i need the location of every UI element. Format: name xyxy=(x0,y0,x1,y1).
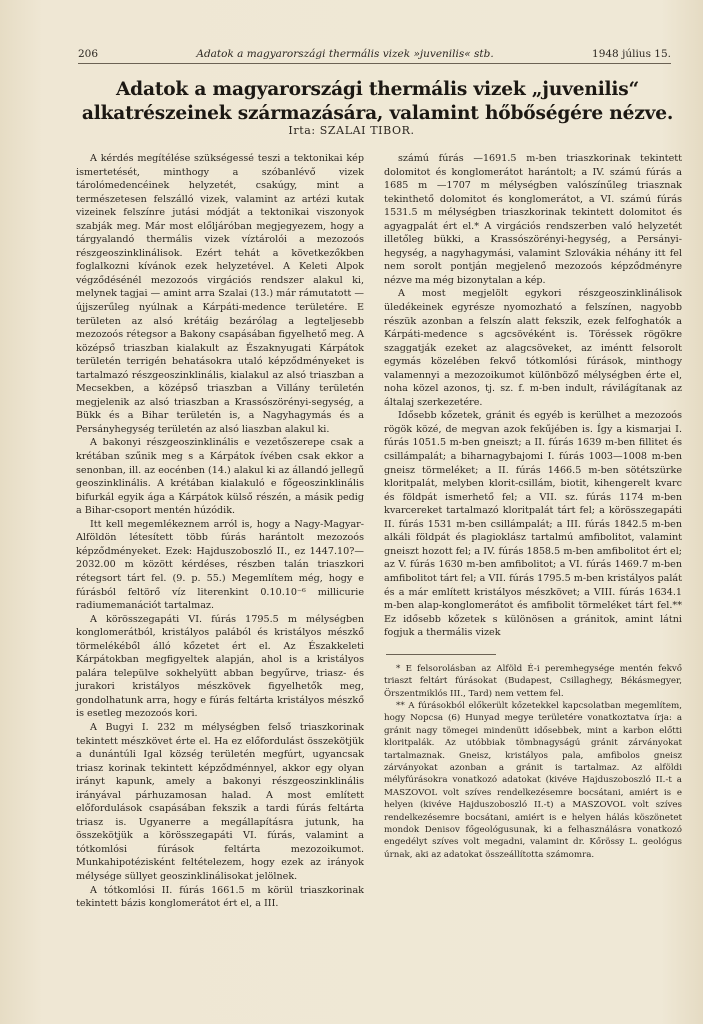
paragraph: számú fúrás —1691.5 m-ben triaszkorinak tekintett dolomitot és konglomerátot harántolt; a IV. számú fúrás a 1685 m —1707 m mélységben valószínűleg triasznak tekinthető dolomitot és konglomerátot, a VI. számú fúrás 1531.5 m mélységben triaszkorinak tekintett dolomitot és agyagpalát ért el.* A virgációs rendszerben való helyzetét illetőleg bükki, a Krassószörényi-hegység, a Persányi-hegység, a nagyhagymási, valamint Szlovákia néhány itt fel nem sorolt pontján megjelenő mezozoós képződményre nézve ma még bizonytalan a kép. xyxy=(384,153,682,286)
running-header xyxy=(78,42,671,64)
issue-date: 1948 július 15. xyxy=(592,48,671,60)
paragraph: Itt kell megemlékeznem arról is, hogy a Nagy-Magyar-Alföldön létesített több fúrás harántolt mezozoós képződményeket. Ezek: Hajduszoboszló II., ez 1447.10?—2032.00 m között kérdéses, részben talán triaszkori rétegsort tárt fel. (9. p. 55.) Megemlítem még, hogy e fúrásból feltörő víz literenkint 0.10.10⁻⁶ millicurie radiumemanációt tartalmaz. xyxy=(76,518,364,612)
footnote: * E felsorolásban az Alföld É-i peremhegysége mentén fekvő triaszt feltárt fúrásokat (Budapest, Csillaghegy, Békásmegyer, Örszentmiklós III., Tard) nem vettem fel. xyxy=(384,663,682,699)
paragraph: A tótkomlósi II. fúrás 1661.5 m körül triaszkorinak tekintett bázis konglomerátot ért el, a III. xyxy=(76,884,364,910)
right-column xyxy=(384,152,682,861)
paragraph: A körösszegapáti VI. fúrás 1795.5 m mélységben konglomerátból, kristályos palából és kristályos mészkő törmelékéből álló kőzetet ért el. Az Északkeleti Kárpátokban megfigyeltek alapján, ahol is a kristályos palára települve sokhelyütt abban begyűrve, triasz- és jurakori kristályos mészkövek figyelhetők meg, gondolhatunk arra, hogy e fúrás feltárta kristályos mészkő is esetleg mezozoós kori. xyxy=(76,613,364,720)
paragraph: A kérdés megítélése szükségessé teszi a tektonikai kép ismertetését, minthogy a szóbanlévő vizek tárolómedencéinek helyzetét, csakúgy, mint a természetesen felszálló vizek, valamint az artézi kutak vizeinek felszínre jutási módját a tektonikai viszonyok szabják meg. Már most előljáróban megjegyezem, hogy a tárgyalandó thermális vizek víztárolói a mezozoós részgeoszinklinálisok. Ezért tehát a következőkben foglalkozni kívánok ezek helyzetével. A Keleti Alpok végződésénél mezozoós virgációs rendszer alakul ki, melynek tagjai — amint arra Szalai (13.) már rámutatott — újjszerűleg nyúlnak a Kárpáti-medence területére. E területen az alsó krétáig bezárólag a legteljesebb mezozoós rétegsor a Bakony csapásában figyelhető meg. A középső triaszban kialakult az Északnyugati Kárpátok területén terrigén behatásokra utaló képződményeket is tartalmazó részgeoszinklinális, kialakul az alsó triaszban a Mecsekben, a középső triaszban a Villány területén megjelenik az alsó triaszban a Krassószörényi-segység, a Bükk és a Bihar területén is, a Nagyhagymás és a Persányhegység területén az alsó liaszban alakul ki. xyxy=(76,153,364,435)
footnote-divider xyxy=(386,654,496,655)
paragraph: Idősebb kőzetek, gránit és egyéb is kerülhet a mezozoós rögök közé, de megvan azok fekűjében is. Így a kismarjai I. fúrás 1051.5 m-ben gneiszt; a II. fúrás 1639 m-ben fillitet és csillámpalát; a biharnagybajomi I. fúrás 1003—1008 m-ben gneisz törmeléket; a II. fúrás 1466.5 m-ben sötétszürke kloritpalát, melyben klorit-csillám, biotit, kihengerelt kvarc és földpát ismerhető fel; a VII. sz. fúrás 1174 m-ben kvarcereket tartalmazó kloritpalát tárt fel; a körösszegapáti II. fúrás 1531 m-ben csillámpalát; a III. fúrás 1842.5 m-ben alkáli földpát és plagioklász tartalmú amfibolitot, valamint gneiszt hozott fel; a IV. fúrás 1858.5 m-ben amfibolitot ért el; az V. fúrás 1630 m-ben amfibolitot; a VI. fúrás 1469.7 m-ben amfibolitot tárt fel; a VII. fúrás 1795.5 m-ben kristályos palát és a már említett kristályos mészkövet; a VIII. fúrás 1634.1 m-ben alap-konglomerátot és amfibolit törmeléket tárt fel.** Ez idősebb kőzetek s különösen a gránitok, amint látni fogjuk a thermális vizek xyxy=(384,410,682,639)
left-column xyxy=(76,152,364,911)
paragraph: A Bugyi I. 232 m mélységben felső triaszkorinak tekintett mészkövet érte el. Ha ez előfordulást összekötjük a dunántúli Igal község területén megfúrt, ugyancsak triasz korinak tekintett képződménnyel, akkor egy olyan irányt kapunk, amely a bakonyi részgeoszinklinális irányával párhuzamosan halad. A most említett előfordulások csapásában fekszik a tardi fúrás feltárta triasz is. Ugyanerre a megállapításra jutunk, ha összekötjük a körösszegapáti VI. fúrás, valamint a tótkomlósi fúrások feltárta mezozoikumot. Munkahipotézisként feltételezem, hogy ezek az irányok mélysége süllyet geoszinklinálisokat jelölnek. xyxy=(76,721,364,882)
article-title: Adatok a magyarországi thermális vizek „juvenilis“ alkatrészeinek származására, valamint hőbőségére nézve. xyxy=(81,79,674,124)
paragraph: A most megjelölt egykori részgeoszinklinálisok üledékeinek egyrésze nyomozható a felszínen, nagyobb részük azonban a felszín alatt fekszik, ezek felfoghatók a Kárpáti-medence s agcsövéként is. Töréssek rögökre szaggatják ezeket az alagcsöveket, az iméntt felsorolt egymás közelében fekvő tótkomlósi fúrások, minthogy valamennyi a mezozoikumot különböző mélységben érte el, noha közel azonos, tj. sz. f. m-ben indult, rávilágítanak az általaj szerkezetére. xyxy=(384,288,682,408)
footnote: ** A fúrásokból előkerült kőzetekkel kapcsolatban megemlítem, hogy Nopcsa (6) Hunyad megye területére vonatkoztatva írja: a gránit nagy tömegei mindenütt idősebbek, mint a karbon előtti kloritpalák. Az utóbbiak tömbnagyságú gránit zárványokat tartalmaznak. Gneisz, kristályos pala, amfibolos gneisz zárványokat azonban a gránit is tartalmaz. Az alföldi mélyfúrásokra vonatkozó adatokat (kivéve Hajduszoboszló II.-t a MASZOVOL volt szíves rendelkezésemre bocsátani, amiért is e helyen (kivéve Hajduszoboszló II.-t) a MASZOVOL volt szíves rendelkezésemre bocsátani, amiért is e helyen hálás köszönetet mondok Denisov főgeológusunak, ki a felhasználásra vonatkozó engedélyt szíves volt megadni, valamint dr. Kőrössy L. geológus úrnak, aki az adatokat összeállította számomra. xyxy=(384,700,682,860)
running-title: Adatok a magyarországi thermális vizek »juvenilis« stb. xyxy=(196,48,494,60)
page-number: 206 xyxy=(78,48,99,60)
paragraph: A bakonyi részgeoszinklinális e vezetőszerepe csak a krétában szűnik meg s a Kárpátok ívében csak ekkor a senonban, ill. az eocénben (14.) alakul ki az állandó jellegű geoszinklinális. A krétában kialakuló e főgeoszinklinális bifurkál egyik ága a Kárpátok külső részén, a másik pedig a Bihar-csoport mentén húzódik. xyxy=(76,437,364,517)
article-author: Irta: SZALAI TIBOR. xyxy=(288,124,415,137)
footnotes xyxy=(384,663,682,862)
